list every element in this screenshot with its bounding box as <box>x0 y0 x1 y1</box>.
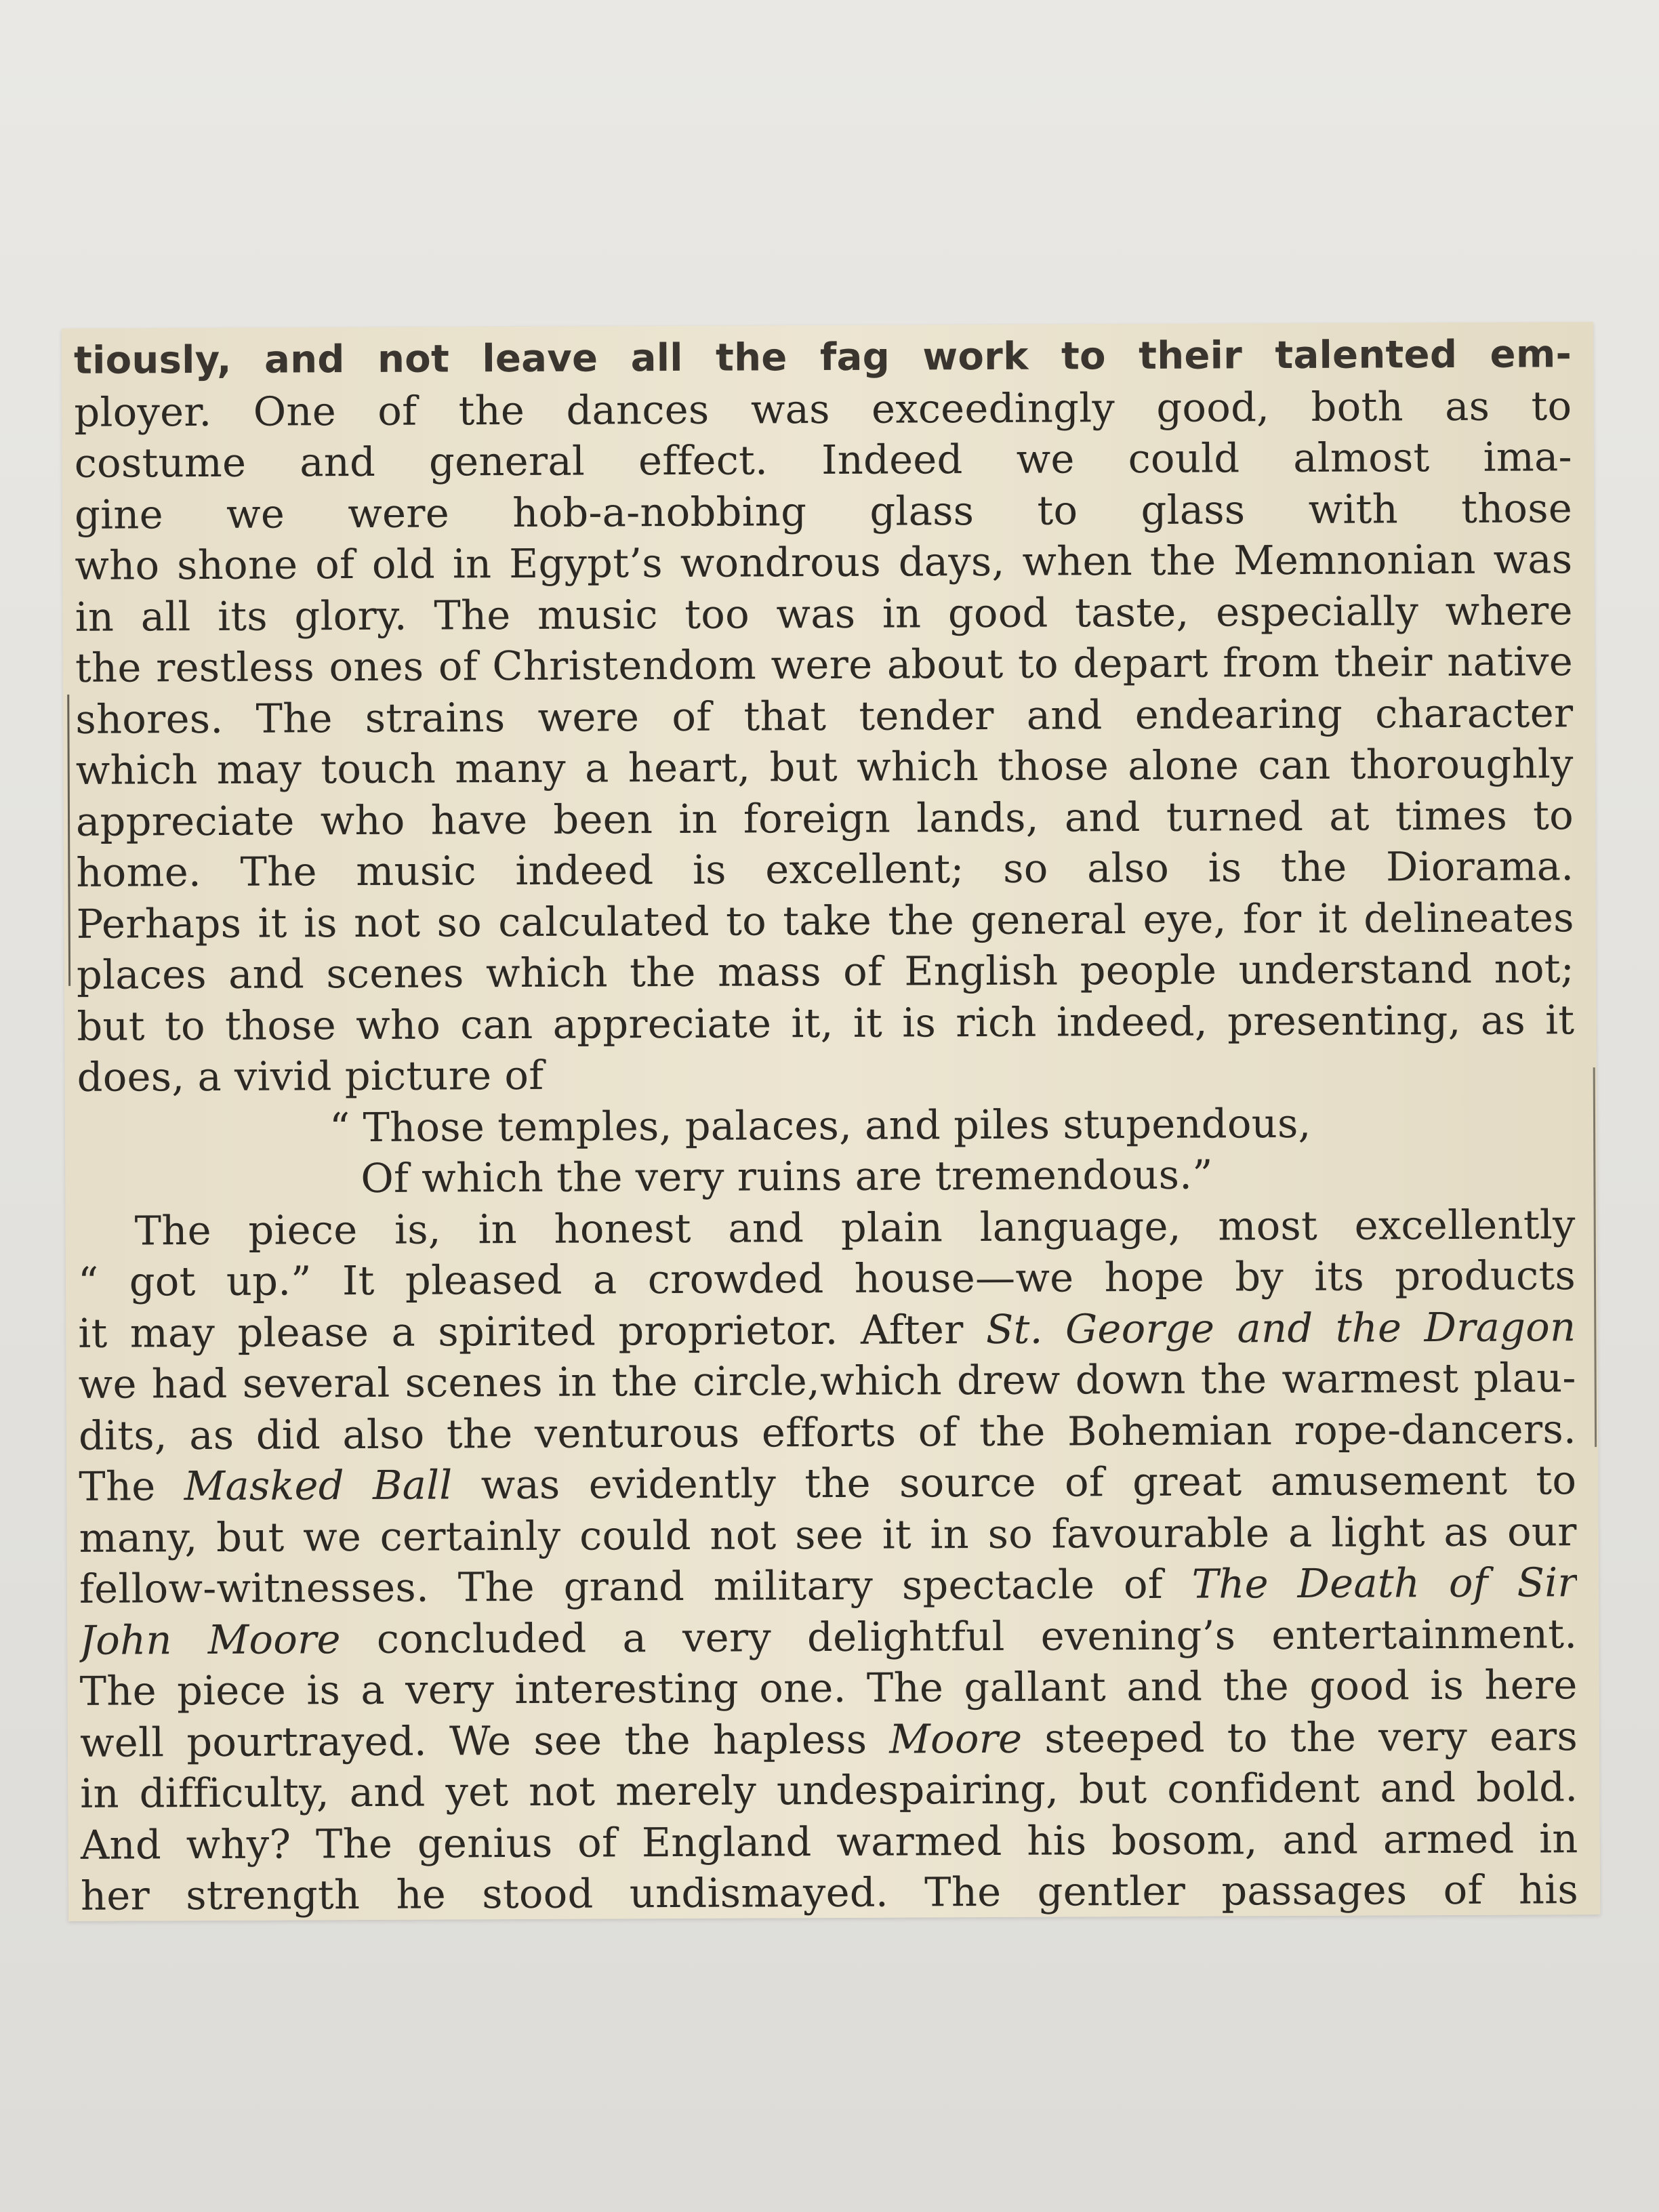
text-segment: concluded a very delightful evening’s entertainment. <box>340 1610 1578 1662</box>
text-line <box>79 1557 1577 1614</box>
text-line: gine we were hob-a-nobbing glass to glass with those <box>74 484 1573 538</box>
margin-rule-right <box>1593 1067 1597 1447</box>
text-line: we had several scenes in the circle,which drew down the warmest plau- <box>78 1354 1576 1408</box>
italic-title: St. George and the Dragon <box>985 1303 1576 1353</box>
text-line: shores. The strains were of that tender and endearing character <box>75 689 1574 743</box>
margin-rule-left <box>67 695 70 986</box>
text-segment: fellow-witnesses. The grand military spectacle of <box>79 1560 1192 1612</box>
text-line: home. The music indeed is excellent; so also is the Diorama. <box>76 842 1574 896</box>
text-segment: The <box>79 1462 184 1510</box>
italic-title: John Moore <box>79 1615 341 1664</box>
text-line: appreciate who have been in foreign lands, and turned at times to <box>75 791 1574 845</box>
text-segment: steeped to the very ears <box>1022 1712 1578 1762</box>
text-line: “ got up.” It pleased a crowded house—we hope by its products <box>77 1252 1576 1305</box>
text-line <box>79 1454 1576 1512</box>
verse-line: Of which the very ruins are tremendous.” <box>361 1151 1213 1202</box>
italic-title: The Death of Sir <box>1191 1559 1578 1607</box>
text-line: the restless ones of Christendom were about to depart from their native <box>75 638 1574 691</box>
text-line <box>78 1301 1576 1359</box>
text-line: The piece is, in honest and plain language, most excellently <box>134 1200 1576 1254</box>
text-line: Perhaps it is not so calculated to take the general eye, for it delineates <box>76 893 1574 947</box>
text-line: her strength he stood undismayed. The gentler passages of his <box>80 1866 1579 1919</box>
text-line: which may touch many a heart, but which those alone can thoroughly <box>75 740 1574 794</box>
text-segment: well pourtrayed. We see the hapless <box>79 1715 890 1766</box>
text-line: in difficulty, and yet not merely undespairing, but confident and bold. <box>80 1763 1578 1817</box>
text-line: in all its glory. The music too was in good taste, especially where <box>75 586 1573 640</box>
text-line: does, a vivid picture of <box>77 1051 544 1101</box>
text-line: who shone of old in Egypt’s wondrous days, when the Memnonian was <box>75 535 1573 589</box>
text-line: ployer. One of the dances was exceedingly good, both as to <box>74 382 1572 436</box>
text-line: many, but we certainly could not see it in so favourable a light as our <box>79 1507 1577 1561</box>
article-text <box>74 329 1578 1921</box>
text-line: places and scenes which the mass of English people understand not; <box>76 945 1575 998</box>
text-line: but to those who can appreciate it, it is rich indeed, presenting, as it <box>77 996 1575 1050</box>
text-line: tiously, and not leave all the fag work to their talented em- <box>73 332 1572 383</box>
text-line: dits, as did also the venturous efforts of the Bohemian rope-dancers. <box>78 1405 1577 1459</box>
text-line: costume and general effect. Indeed we could almost ima- <box>74 433 1572 487</box>
text-line: The piece is a very interesting one. The gallant and the good is here <box>79 1661 1578 1715</box>
text-segment: was evidently the source of great amusement to <box>452 1456 1577 1509</box>
newspaper-clipping <box>62 322 1600 1921</box>
italic-name: Moore <box>889 1715 1023 1763</box>
italic-title: Masked Ball <box>184 1461 453 1510</box>
verse-line: “ Those temples, palaces, and piles stupendous, <box>329 1099 1311 1151</box>
text-line: And why? The genius of England warmed his bosom, and armed in <box>80 1814 1578 1868</box>
text-line <box>79 1608 1577 1666</box>
text-segment: it may please a spirited proprietor. After <box>78 1305 987 1357</box>
text-line <box>80 1711 1578 1768</box>
